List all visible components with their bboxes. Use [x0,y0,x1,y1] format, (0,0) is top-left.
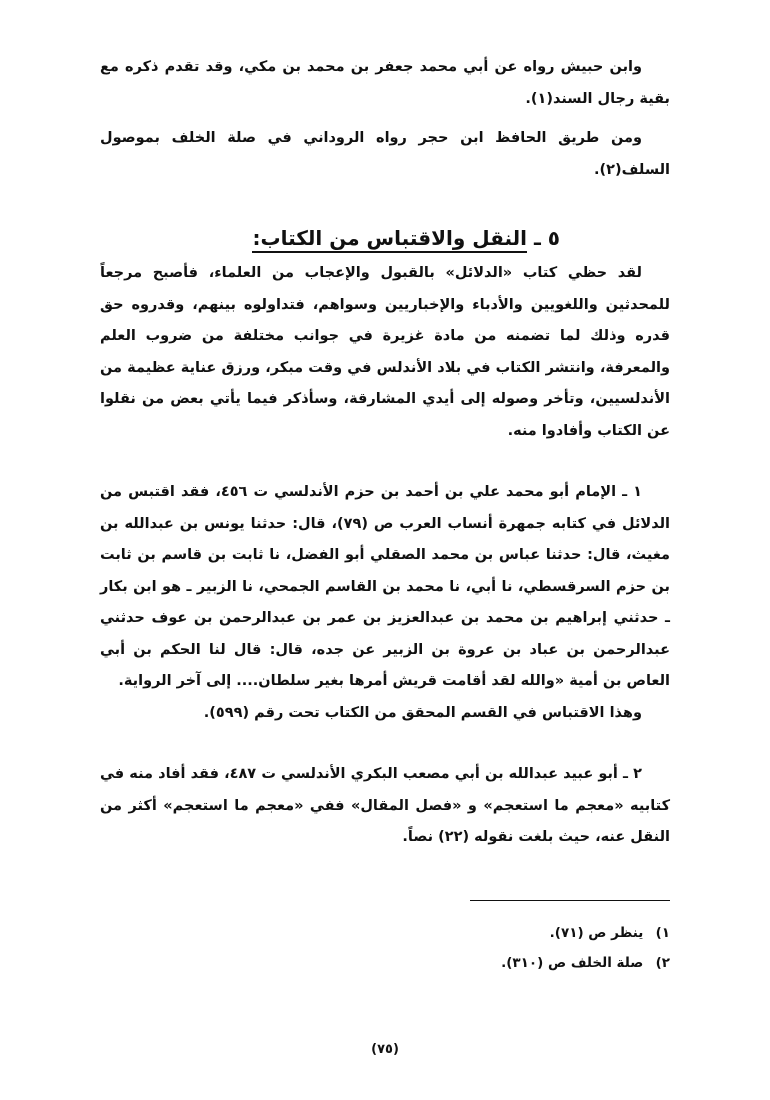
paragraph-al-bakri: ٢ ـ أبو عبيد عبدالله بن أبي مصعب البكري الأندلسي ت ٤٨٧، فقد أفاد منه في كتابيه «معجم ما استعجم» و «فصل المقال» ففي «معجم ما استعجم» أكثر من النقل عنه، حيث بلغت نقوله (٢٢) نصاً. [100,766,670,845]
footnote-text: صلة الخلف ص (٣١٠). [501,955,644,971]
paragraph-book-reception: لقد حظي كتاب «الدلائل» بالقبول والإعجاب من العلماء، فأصبح مرجعاً للمحدثين واللغويين والأدباء والإخباريين وسواهم، فتداولوه بينهم، وقدروه حق قدره وذلك لما تضمنه من مادة غزيرة في جوانب مختلفة من ضروب العلم والمعرفة، وانتشر الكتاب في بلاد الأندلس في وقت مبكر، ورزق عناية عظيمة من الأندلسيين، وتأخر وصوله إلى أيدي المشارقة، وسأذكر فيما يأتي بعض من نقلوا عن الكتاب وأفادوا منه. [100,265,670,439]
paragraph-isnad-ibn-hubaysh: وابن حبيش رواه عن أبي محمد جعفر بن محمد بن مكي، وقد تقدم ذكره مع بقية رجال السند(١). [100,59,670,107]
page-number: (٧٥) [371,1042,399,1057]
page-body [100,52,670,854]
section-heading [100,222,670,254]
footnote-item [100,918,670,948]
paragraph-ibn-hajar-route: ومن طريق الحافظ ابن حجر رواه الروداني في صلة الخلف بموصول السلف(٢). [100,130,670,178]
paragraph-ibn-hazm: ١ ـ الإمام أبو محمد علي بن أحمد بن حزم الأندلسي ت ٤٥٦، فقد اقتبس من الدلائل في كتابه جمهرة أنساب العرب ص (٧٩)، قال: حدثنا يونس بن عبدالله بن مغيث، قال: حدثنا عباس بن محمد الصقلي أبو الفضل، نا ثابت بن قاسم بن ثابت بن حزم السرقسطي، نا أبي، نا محمد بن القاسم الجمحي، نا الزبير ـ هو ابن بكار ـ حدثني إبراهيم بن محمد بن عبدالعزيز بن عمر بن عبدالرحمن بن عوف حدثني عبدالرحمن بن عباد بن عروة بن الزبير عن جده، قال: قال لنا الحكم بن أبي العاص بن أمية «والله لقد أقامت قريش أمرها بغير سلطان.... إلى آخر الرواية. [100,484,670,689]
footnote-divider [470,900,670,901]
footnotes [100,918,670,978]
paragraph-quotation-reference: وهذا الاقتباس في القسم المحقق من الكتاب تحت رقم (٥٩٩). [203,704,642,721]
section-heading-number: ٥ ـ [533,226,560,250]
footnote-number: ٢) [655,955,670,971]
footnote-number: ١) [655,925,670,941]
section-heading-text: النقل والاقتباس من الكتاب: [252,226,527,253]
footnote-item [100,948,670,978]
footnote-text: ينظر ص (٧١). [549,925,644,941]
